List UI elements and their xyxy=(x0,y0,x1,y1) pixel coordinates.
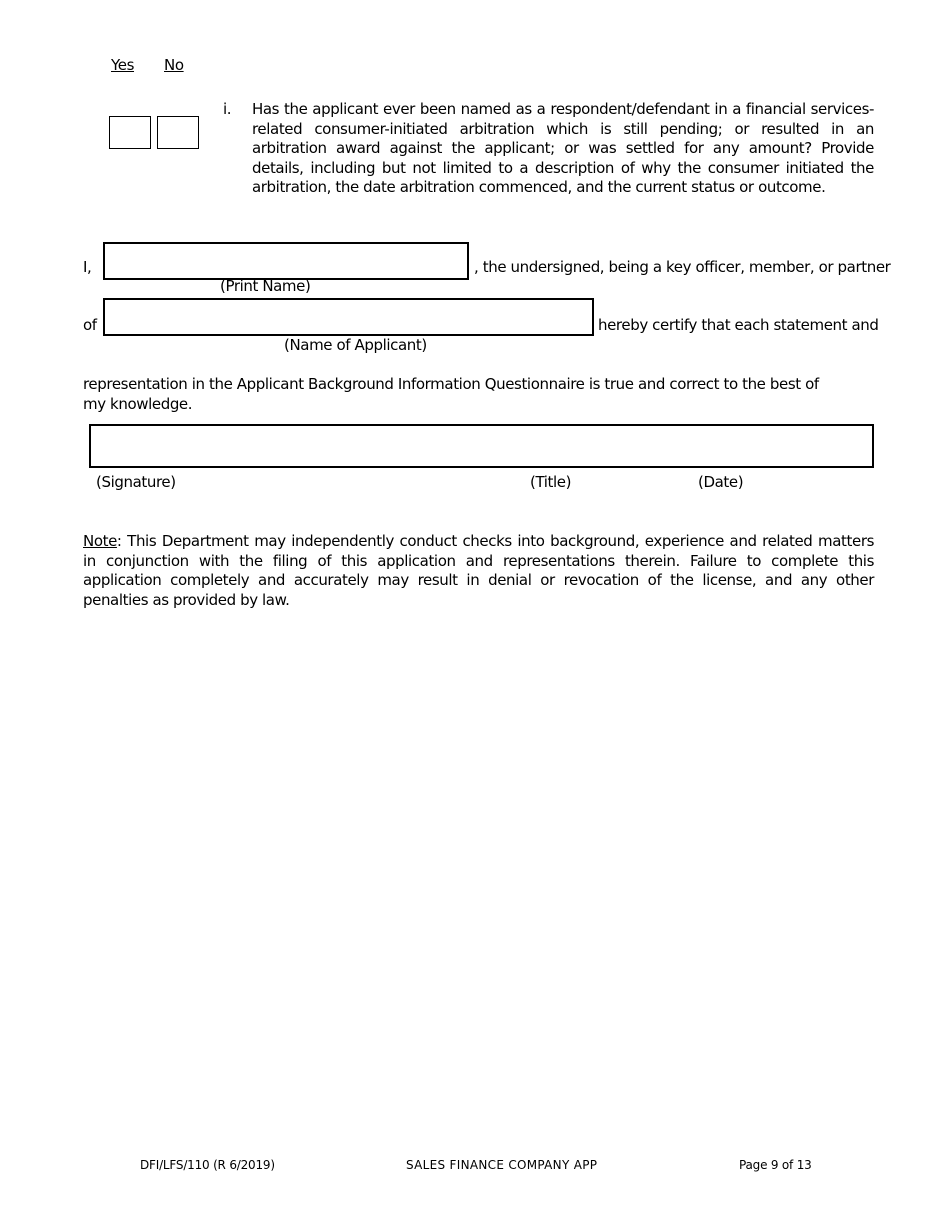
no-checkbox[interactable] xyxy=(157,116,199,149)
applicant-name-field[interactable] xyxy=(103,298,594,336)
question-text: Has the applicant ever been named as a respondent/defendant in a financial services-related consumer-initiated arbitration which is still pending; or resulted in an arbitration award against the applicant; or was settled for any amount? Provide details, including but not limited to a description of why the consumer initiated the arbitration, the date arbitration commenced, and the current status or outcome. xyxy=(252,100,874,196)
title-caption: (Title) xyxy=(530,473,572,491)
certify-statement-text: hereby certify that each statement and xyxy=(598,316,879,334)
note-label: Note xyxy=(83,532,117,550)
print-name-caption: (Print Name) xyxy=(220,277,311,295)
certification-body: representation in the Applicant Background Information Questionnaire is true and correct to the best of my knowledge. xyxy=(83,375,819,413)
note-paragraph xyxy=(83,532,874,610)
certify-prefix-i: I, xyxy=(83,258,92,276)
date-caption: (Date) xyxy=(698,473,744,491)
question-marker: i. xyxy=(223,100,232,118)
footer-page-number: Page 9 of 13 xyxy=(739,1158,812,1172)
footer-form-id: DFI/LFS/110 (R 6/2019) xyxy=(140,1158,275,1172)
note-text: : This Department may independently conduct checks into background, experience and related matters in conjunction with the filing of this application and representations therein. Failure to complete this application completely and accurately may result in denial or revocation of the license, and any other penalties as provided by law. xyxy=(83,532,874,609)
signature-caption: (Signature) xyxy=(96,473,176,491)
no-column-header: No xyxy=(164,56,184,74)
certify-prefix-of: of xyxy=(83,316,97,334)
yes-checkbox[interactable] xyxy=(109,116,151,149)
yes-column-header: Yes xyxy=(111,56,135,74)
footer-form-title: SALES FINANCE COMPANY APP xyxy=(406,1158,598,1172)
certify-role-text: , the undersigned, being a key officer, member, or partner xyxy=(474,258,891,276)
print-name-field[interactable] xyxy=(103,242,469,280)
applicant-name-caption: (Name of Applicant) xyxy=(284,336,427,354)
signature-title-date-field[interactable] xyxy=(89,424,874,468)
